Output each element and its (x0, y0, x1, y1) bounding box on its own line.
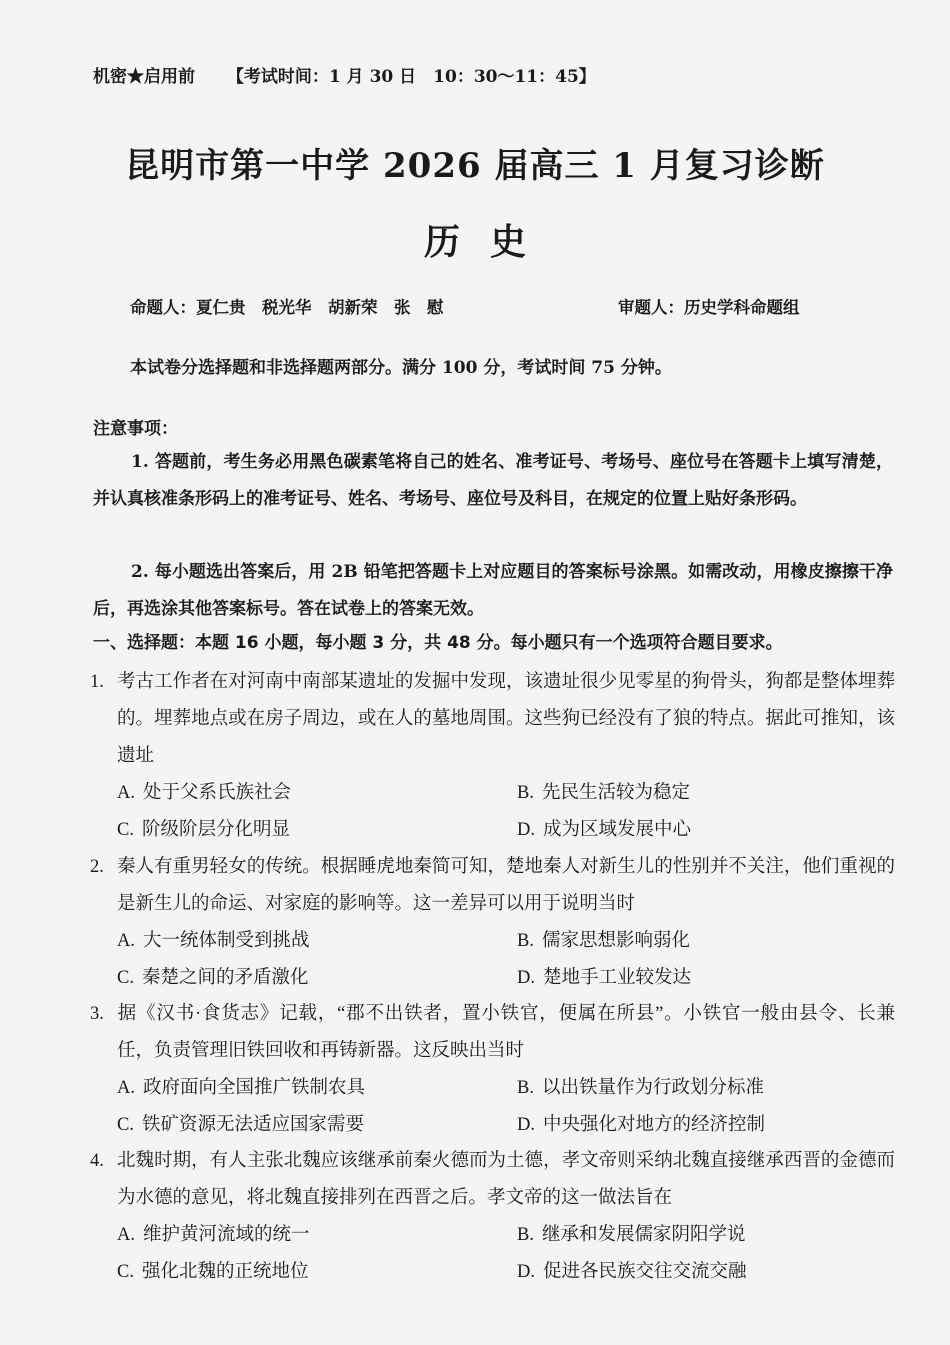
option-b (517, 1217, 897, 1254)
question-text: 秦人有重男轻女的传统。根据睡虎地秦简可知，楚地秦人对新生儿的性别并不关注，他们重视的是新生儿的命运、对家庭的影响等。这一差异可以用于说明当时 (117, 857, 895, 914)
option-b (517, 923, 897, 960)
question-setters: 命题人：夏仁贵 税光华 胡新荣 张 慰 (130, 298, 444, 317)
option-text: 铁矿资源无法适应国家需要 (141, 1115, 364, 1135)
option-b (517, 775, 897, 812)
option-label: C. (117, 820, 134, 840)
question-stem (90, 664, 895, 775)
question-number: 3. (90, 1004, 104, 1024)
question-4 (90, 1143, 895, 1291)
option-text: 强化北魏的正统地位 (141, 1262, 309, 1282)
notice-item: 2. 每小题选出答案后，用 2B 铅笔把答题卡上对应题目的答案标号涂黑。如需改动，用橡皮擦擦干净后，再选涂其他答案标号。答在试卷上的答案无效。 (93, 562, 893, 619)
question-text: 据《汉书·食货志》记载，“郡不出铁者，置小铁官，便属在所县”。小铁官一般由县令、长兼任，负责管理旧铁回收和再铸新器。这反映出当时 (117, 1004, 895, 1061)
exam-header (93, 62, 596, 87)
section-title: 一、选择题：本题 16 小题，每小题 3 分，共 48 分。每小题只有一个选项符合题目要求。 (93, 633, 783, 653)
question-number: 4. (90, 1151, 104, 1171)
exam-intro: 本试卷分选择题和非选择题两部分。满分 100 分，考试时间 75 分钟。 (130, 358, 672, 378)
option-d (517, 812, 897, 849)
option-text: 大一统体制受到挑战 (143, 931, 310, 951)
option-text: 秦楚之间的矛盾激化 (141, 968, 309, 988)
option-label: A. (117, 1078, 135, 1098)
option-text: 处于父系氏族社会 (143, 783, 292, 803)
question-number: 2. (90, 857, 104, 877)
option-text: 中央强化对地方的经济控制 (543, 1115, 766, 1135)
option-label: D. (517, 1115, 535, 1135)
option-a (117, 775, 517, 812)
option-label: D. (517, 1262, 535, 1282)
options (117, 775, 895, 849)
exam-time: 【考试时间：1 月 30 日 10：30～11：45】 (226, 67, 596, 87)
option-text: 以出铁量作为行政划分标准 (541, 1078, 764, 1098)
reviewers: 审题人：历史学科命题组 (618, 298, 800, 317)
option-label: D. (517, 968, 535, 988)
option-label: C. (117, 1262, 134, 1282)
option-text: 阶级阶层分化明显 (141, 820, 290, 840)
exam-title: 昆明市第一中学 2026 届高三 1 月复习诊断 (125, 146, 825, 186)
option-text: 政府面向全国推广铁制农具 (143, 1078, 366, 1098)
option-c (117, 1254, 517, 1291)
option-text: 促进各民族交往交流交融 (543, 1262, 747, 1282)
question-text: 考古工作者在对河南中南部某遗址的发掘中发现，该遗址很少见零星的狗骨头，狗都是整体埋葬的。埋葬地点或在房子周边，或在人的墓地周围。这些狗已经没有了狼的特点。据此可推知，该遗址 (117, 672, 895, 766)
option-text: 继承和发展儒家阴阳学说 (541, 1225, 746, 1245)
option-text: 成为区域发展中心 (543, 820, 692, 840)
subject-title: 历史 (423, 221, 556, 263)
confidential-label: 机密★启用前 (93, 67, 195, 87)
option-label: B. (517, 783, 534, 803)
question-3 (90, 996, 895, 1144)
question-number: 1. (90, 672, 104, 692)
option-text: 先民生活较为稳定 (541, 783, 690, 803)
option-label: C. (117, 968, 134, 988)
options (117, 1217, 895, 1291)
option-label: C. (117, 1115, 134, 1135)
option-label: A. (117, 931, 135, 951)
question-2 (90, 849, 895, 997)
option-c (117, 812, 517, 849)
question-text: 北魏时期，有人主张北魏应该继承前秦火德而为土德，孝文帝则采纳北魏直接继承西晋的金德而为水德的意见，将北魏直接排列在西晋之后。孝文帝的这一做法旨在 (117, 1151, 895, 1208)
notice-title: 注意事项： (93, 419, 178, 439)
option-label: A. (117, 783, 135, 803)
option-d (517, 960, 897, 997)
option-a (117, 1217, 517, 1254)
option-label: D. (517, 820, 535, 840)
option-text: 儒家思想影响弱化 (541, 931, 690, 951)
option-d (517, 1107, 897, 1144)
option-a (117, 1070, 517, 1107)
question-stem (90, 996, 895, 1070)
option-c (117, 1107, 517, 1144)
option-label: B. (517, 1225, 534, 1245)
option-text: 维护黄河流域的统一 (143, 1225, 310, 1245)
notice-item: 1. 答题前，考生务必用黑色碳素笔将自己的姓名、准考证号、考场号、座位号在答题卡上填写清楚，并认真核准条形码上的准考证号、姓名、考场号、座位号及科目，在规定的位置上贴好条形码。 (93, 452, 893, 509)
question-stem (90, 1143, 895, 1217)
option-text: 楚地手工业较发达 (543, 968, 692, 988)
option-d (517, 1254, 897, 1291)
option-label: B. (517, 931, 534, 951)
option-b (517, 1070, 897, 1107)
option-c (117, 960, 517, 997)
option-a (117, 923, 517, 960)
question-stem (90, 849, 895, 923)
options (117, 923, 895, 997)
option-label: A. (117, 1225, 135, 1245)
option-label: B. (517, 1078, 534, 1098)
question-1 (90, 664, 895, 849)
options (117, 1070, 895, 1144)
